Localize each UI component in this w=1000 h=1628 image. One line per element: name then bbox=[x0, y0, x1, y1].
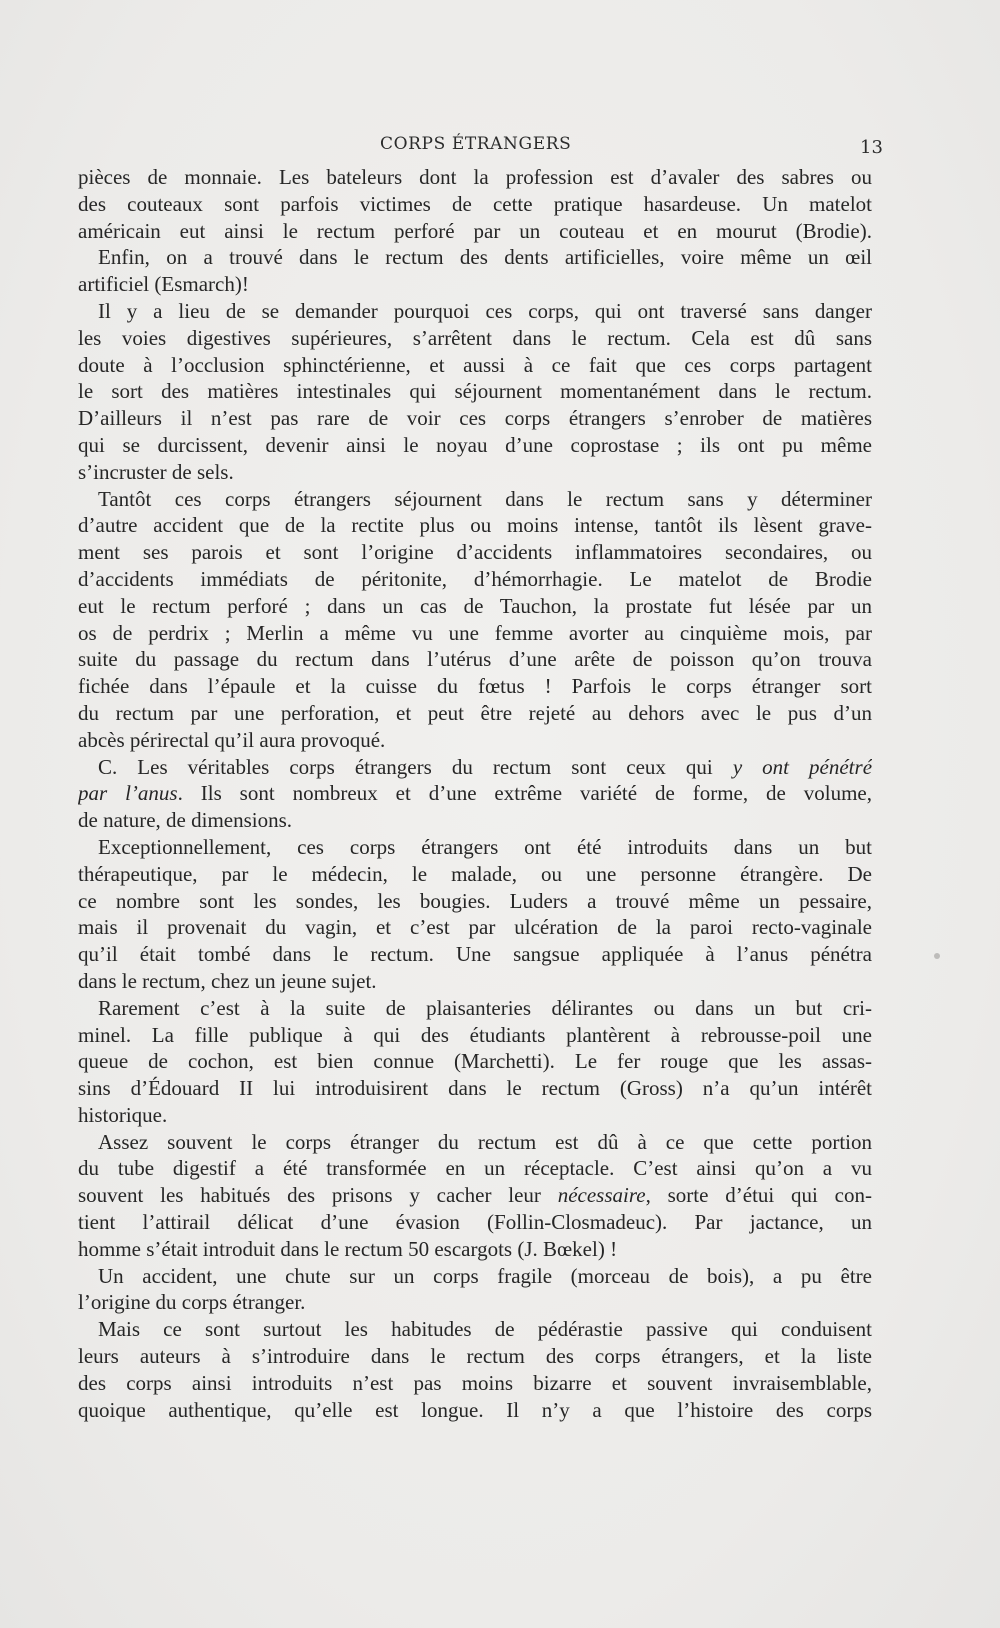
text-line: des couteaux sont parfois victimes de cette pratique hasardeuse. Un matelot bbox=[78, 191, 872, 216]
text-line: doute à l’occlusion sphinctérienne, et aussi à ce fait que ces corps partagent bbox=[78, 352, 872, 377]
text-line: ment ses parois et sont l’origine d’accidents inflammatoires secondaires, ou bbox=[78, 540, 872, 565]
text-line: dans le rectum, chez un jeune sujet. bbox=[78, 968, 377, 993]
text-line: Enfin, on a trouvé dans le rectum des dents artificielles, voire même un œil bbox=[98, 245, 872, 270]
text-line: homme s’était introduit dans le rectum 50 escargots (J. Bœkel) ! bbox=[78, 1236, 618, 1261]
text-line: fichée dans l’épaule et la cuisse du fœtus ! Parfois le corps étranger sort bbox=[78, 674, 872, 699]
text-line: suite du passage du rectum dans l’utérus d’une arête de poisson qu’on trouva bbox=[78, 647, 872, 672]
text-line: historique. bbox=[78, 1102, 168, 1127]
text-line: eut le rectum perforé ; dans un cas de Tauchon, la prostate fut lésée par un bbox=[78, 593, 872, 618]
text-line: artificiel (Esmarch)! bbox=[78, 272, 249, 297]
page-number: 13 bbox=[860, 137, 883, 158]
text-line: D’ailleurs il n’est pas rare de voir ces corps étrangers s’enrober de matières bbox=[78, 406, 872, 431]
text-line: des corps ainsi introduits n’est pas moins bizarre et souvent invraisemblable, bbox=[78, 1370, 872, 1395]
running-title: CORPS ÉTRANGERS bbox=[380, 134, 572, 154]
text-line: Il y a lieu de se demander pourquoi ces corps, qui ont traversé sans danger bbox=[98, 298, 872, 323]
text-line: tient l’attirail délicat d’une évasion (Follin-Closmadeuc). Par jactance, un bbox=[78, 1210, 872, 1235]
text-line: les voies digestives supérieures, s’arrêtent dans le rectum. Cela est dû sans bbox=[78, 325, 872, 350]
text-line: C. Les véritables corps étrangers du rectum sont ceux qui y ont pénétré bbox=[98, 754, 872, 779]
text-line: d’accidents immédiats de péritonite, d’hémorrhagie. Le matelot de Brodie bbox=[78, 566, 872, 591]
text-line: Rarement c’est à la suite de plaisanteries délirantes ou dans un but cri- bbox=[98, 995, 872, 1020]
text-line: os de perdrix ; Merlin a même vu une femme avorter au cinquième mois, par bbox=[78, 620, 872, 645]
text-line: qu’il était tombé dans le rectum. Une sangsue appliquée à l’anus pénétra bbox=[78, 942, 872, 967]
text-line: sins d’Édouard II lui introduisirent dans le rectum (Gross) n’a qu’un intérêt bbox=[78, 1076, 872, 1101]
text-line: abcès périrectal qu’il aura provoqué. bbox=[78, 727, 386, 752]
text-line: Assez souvent le corps étranger du rectum est dû à ce que cette portion bbox=[98, 1129, 872, 1154]
body-text bbox=[78, 164, 872, 1423]
text-line: minel. La fille publique à qui des étudiants plantèrent à rebrousse-poil une bbox=[78, 1022, 872, 1047]
text-line: du rectum par une perforation, et peut être rejeté au dehors avec le pus d’un bbox=[78, 700, 872, 725]
text-line: par l’anus. Ils sont nombreux et d’une extrême variété de forme, de volume, bbox=[78, 781, 872, 806]
text-line: du tube digestif a été transformée en un réceptacle. C’est ainsi qu’on a vu bbox=[78, 1156, 872, 1181]
text-line: s’incruster de sels. bbox=[78, 459, 234, 484]
text-line: quoique authentique, qu’elle est longue. Il n’y a que l’histoire des corps bbox=[78, 1397, 872, 1422]
text-line: de nature, de dimensions. bbox=[78, 808, 293, 833]
running-head bbox=[0, 130, 1000, 160]
text-line: ce nombre sont les sondes, les bougies. Luders a trouvé même un pessaire, bbox=[78, 888, 872, 913]
text-line: pièces de monnaie. Les bateleurs dont la profession est d’avaler des sabres ou bbox=[78, 165, 872, 189]
text-line: le sort des matières intestinales qui séjournent momentanément dans le rectum. bbox=[78, 379, 872, 404]
text-line: l’origine du corps étranger. bbox=[78, 1290, 306, 1315]
text-line: Mais ce sont surtout les habitudes de pédérastie passive qui conduisent bbox=[98, 1317, 872, 1342]
text-line: Un accident, une chute sur un corps fragile (morceau de bois), a pu être bbox=[98, 1263, 872, 1288]
text-line: thérapeutique, par le médecin, le malade, ou une personne étrangère. De bbox=[78, 861, 872, 886]
text-line: souvent les habitués des prisons y cacher leur nécessaire, sorte d’étui qui con- bbox=[78, 1183, 872, 1208]
text-line: leurs auteurs à s’introduire dans le rectum des corps étrangers, et la liste bbox=[78, 1344, 872, 1369]
ink-blot bbox=[934, 953, 940, 959]
text-line: queue de cochon, est bien connue (Marchetti). Le fer rouge que les assas- bbox=[78, 1049, 872, 1074]
text-line: d’autre accident que de la rectite plus ou moins intense, tantôt ils lèsent grave- bbox=[78, 513, 872, 538]
text-line: Exceptionnellement, ces corps étrangers ont été introduits dans un but bbox=[98, 834, 872, 859]
text-line: qui se durcissent, devenir ainsi le noyau d’une coprostase ; ils ont pu même bbox=[78, 432, 872, 457]
text-line: mais il provenait du vagin, et c’est par ulcération de la paroi recto-vaginale bbox=[78, 915, 872, 940]
text-line: Tantôt ces corps étrangers séjournent dans le rectum sans y déterminer bbox=[98, 486, 872, 511]
text-line: américain eut ainsi le rectum perforé par un couteau et en mourut (Brodie). bbox=[78, 218, 872, 243]
